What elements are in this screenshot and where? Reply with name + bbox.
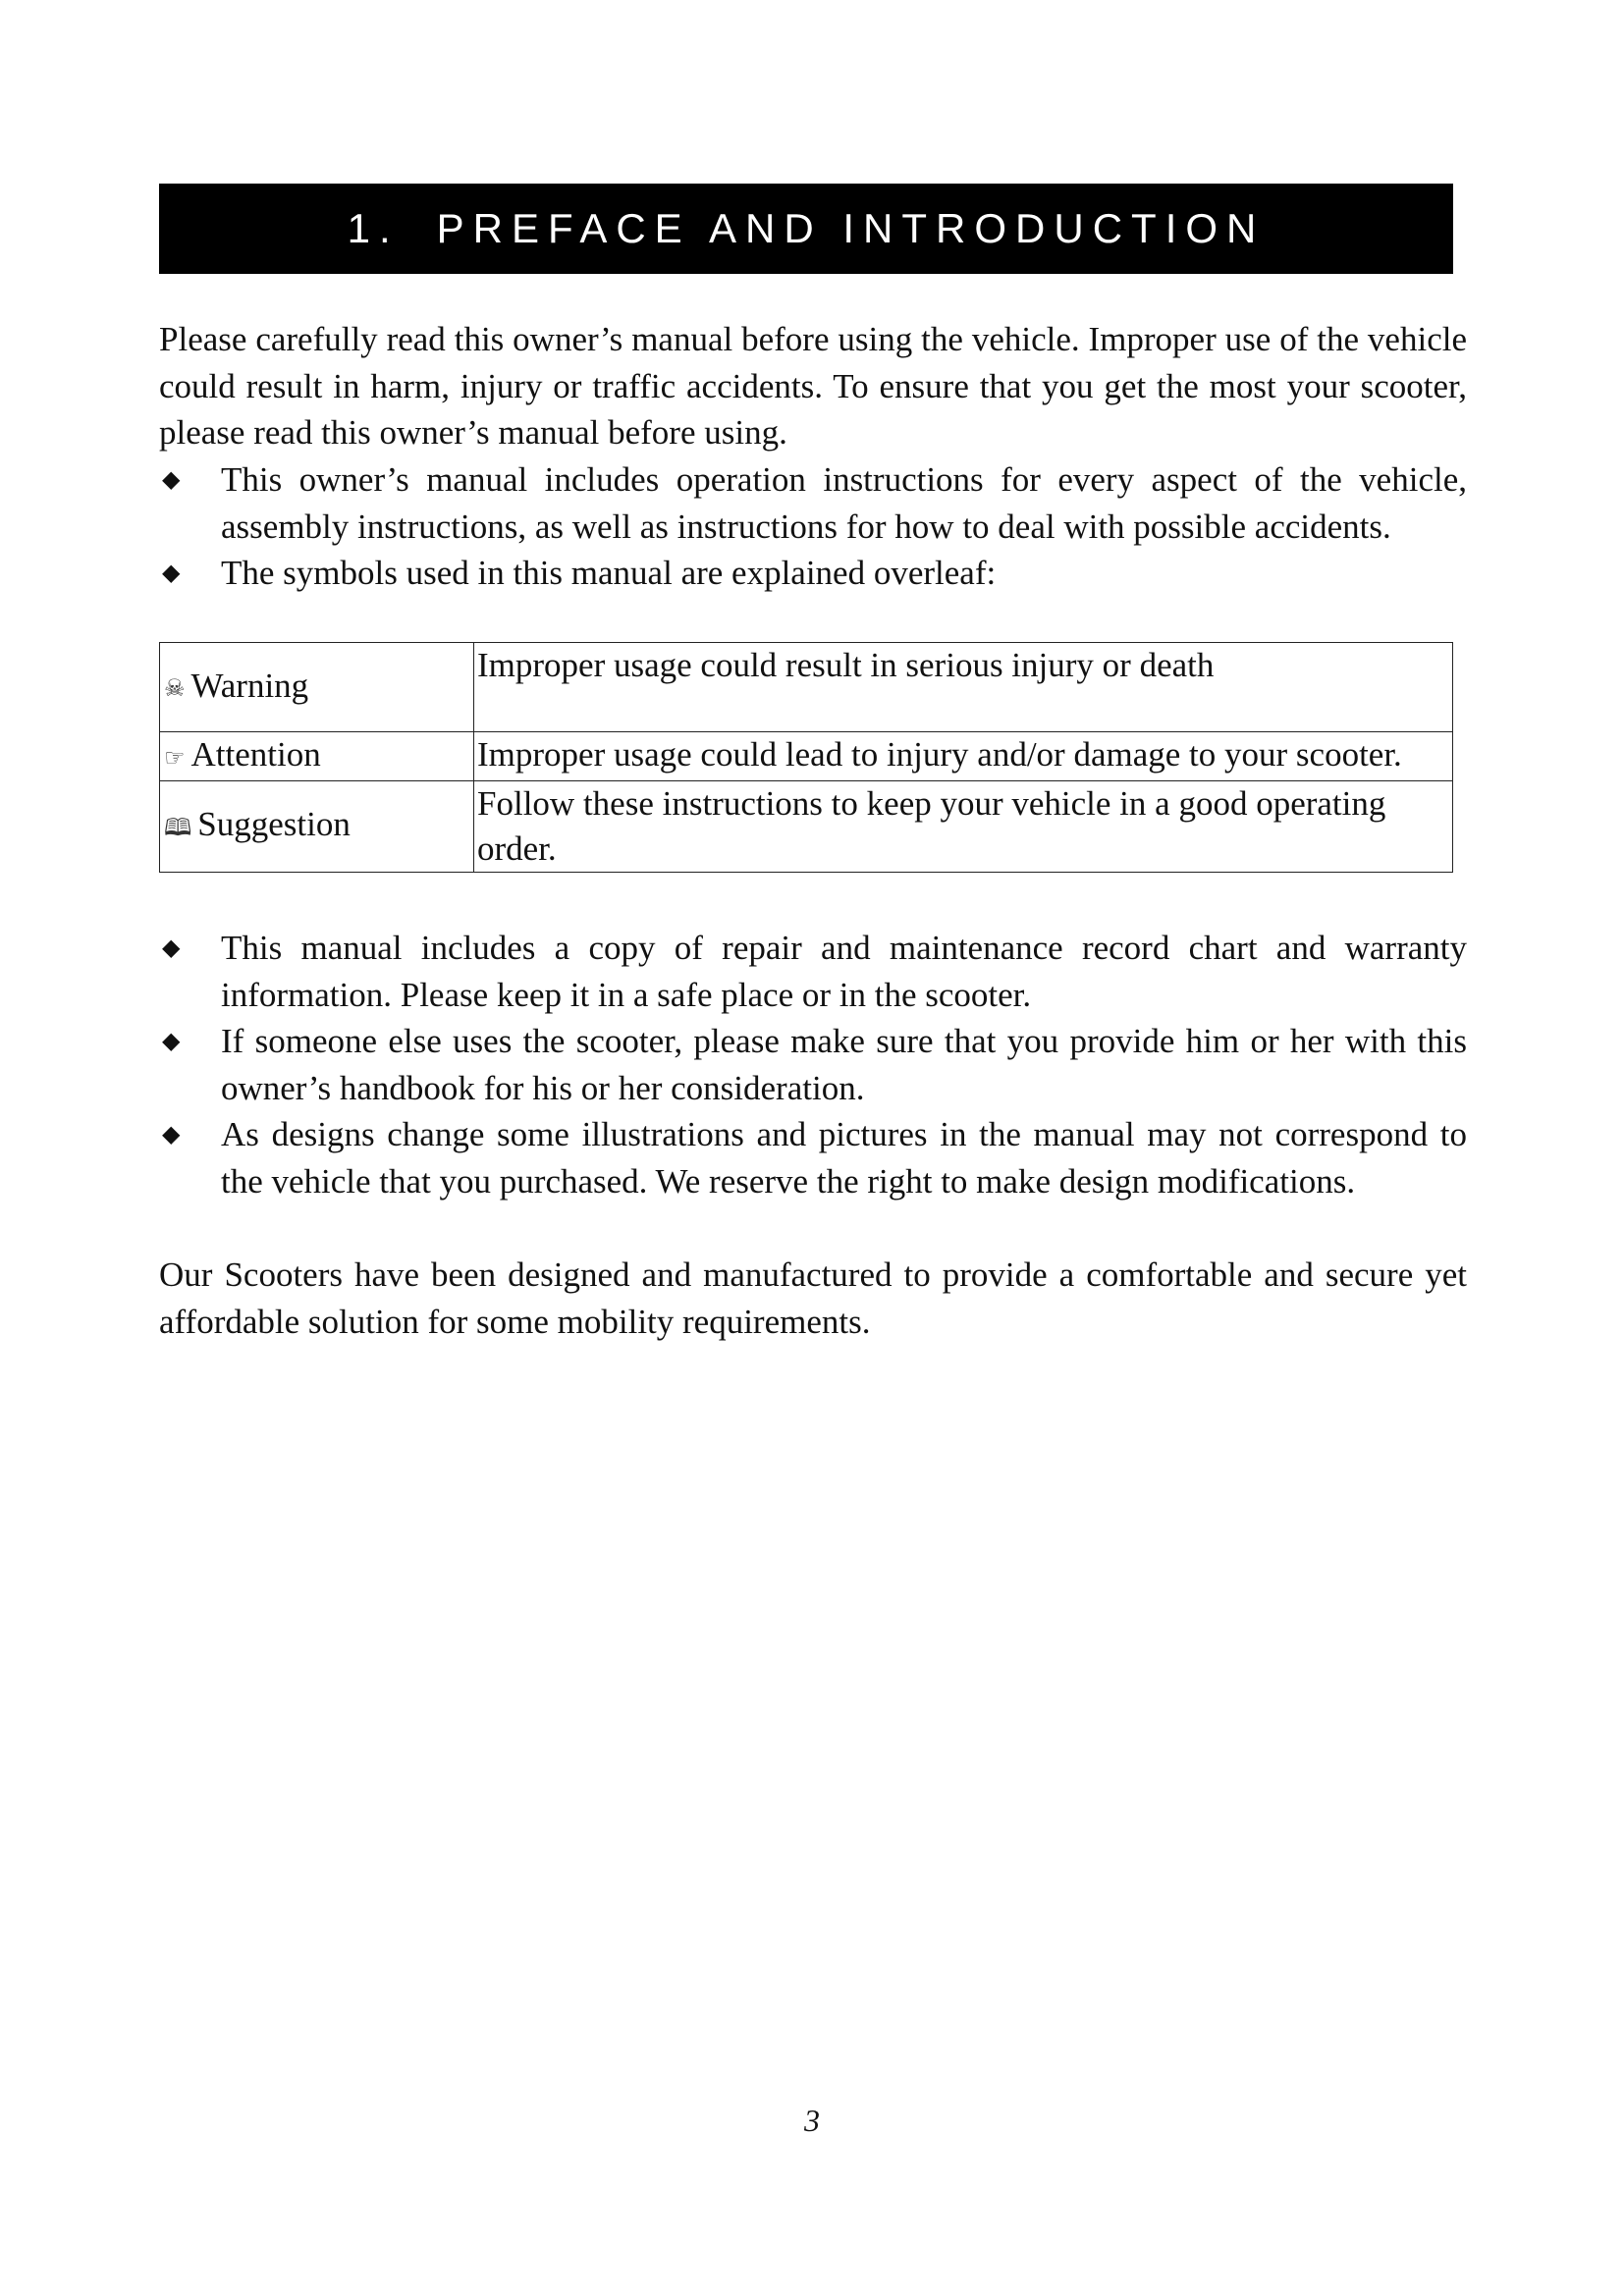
- section-title: PREFACE AND INTRODUCTION: [436, 205, 1266, 251]
- symbol-label-cell: [160, 732, 474, 781]
- diamond-bullet-icon: ◆: [162, 1027, 181, 1054]
- table-row: [160, 643, 1453, 732]
- symbol-label: Attention: [190, 735, 321, 774]
- bullet-text: The symbols used in this manual are explained overleaf:: [221, 554, 997, 592]
- bullet-text: This manual includes a copy of repair and maintenance record chart and warranty information. Please keep it in a safe place or in the scooter.: [221, 929, 1467, 1014]
- table-row: [160, 780, 1453, 872]
- symbol-description: Improper usage could lead to injury and/or damage to your scooter.: [474, 732, 1453, 781]
- symbol-description: Follow these instructions to keep your vehicle in a good operating order.: [474, 780, 1453, 872]
- list-item: [159, 550, 1467, 597]
- bullet-text: This owner’s manual includes operation instructions for every aspect of the vehicle, assembly instructions, as well as instructions for how to deal with possible accidents.: [221, 460, 1467, 546]
- bullet-text: As designs change some illustrations and pictures in the manual may not correspond to the vehicle that you purchased. We reserve the right to make design modifications.: [221, 1115, 1467, 1201]
- symbol-label: Warning: [190, 666, 309, 705]
- section-number: 1.: [347, 205, 400, 251]
- page-number: 3: [804, 2103, 820, 2138]
- list-item: [159, 1018, 1467, 1111]
- bullet-text: If someone else uses the scooter, please make sure that you provide him or her with this owner’s handbook for his or her consideration.: [221, 1022, 1467, 1107]
- symbol-label: Suggestion: [197, 805, 351, 844]
- skull-crossbones-icon: ☠: [164, 674, 186, 703]
- diamond-bullet-icon: ◆: [162, 559, 181, 586]
- open-book-icon: 🕮: [164, 814, 192, 842]
- section-title-bar: [159, 184, 1453, 274]
- list-item: [159, 456, 1467, 550]
- list-item: [159, 1111, 1467, 1204]
- table-row: [160, 732, 1453, 781]
- symbol-label-cell: [160, 780, 474, 872]
- list-item: [159, 925, 1467, 1018]
- info-bullet-list: [159, 925, 1467, 1204]
- symbol-description: Improper usage could result in serious injury or death: [474, 643, 1453, 732]
- intro-bullet-list: [159, 456, 1467, 597]
- diamond-bullet-icon: ◆: [162, 1120, 181, 1148]
- diamond-bullet-icon: ◆: [162, 934, 181, 961]
- diamond-bullet-icon: ◆: [162, 465, 181, 493]
- pointing-hand-icon: ☞: [164, 743, 186, 772]
- symbols-table: [159, 642, 1453, 873]
- symbol-label-cell: [160, 643, 474, 732]
- intro-paragraph: Please carefully read this owner’s manual before using the vehicle. Improper use of the vehicle could result in harm, injury or traffic accidents. To ensure that you get the most your scooter, please read this owner’s manual before using.: [159, 320, 1467, 452]
- closing-paragraph: Our Scooters have been designed and manufactured to provide a comfortable and secure yet affordable solution for some mobility requirements.: [159, 1255, 1467, 1341]
